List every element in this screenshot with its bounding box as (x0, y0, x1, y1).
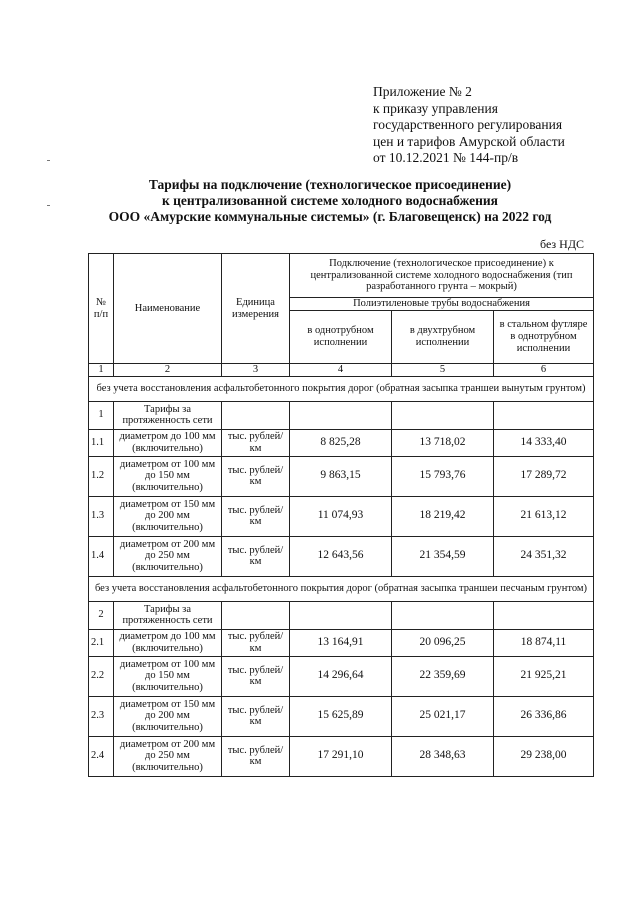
table-row (89, 456, 594, 496)
row-unit: тыс. рублей/км (222, 736, 290, 776)
section-caption: без учета восстановления асфальтобетонного покрытия дорог (обратная засыпка траншеи песчаным грунтом) (89, 576, 594, 601)
tariff-steel-case: 29 238,00 (494, 736, 594, 776)
table-row (89, 496, 594, 536)
row-number: 2.4 (89, 736, 114, 776)
tariff-double-pipe: 13 718,02 (392, 429, 494, 456)
vat-note: без НДС (540, 237, 585, 251)
row-unit: тыс. рублей/км (222, 456, 290, 496)
tariff-table (88, 253, 594, 777)
empty-cell (392, 601, 494, 629)
group-name: Тарифы за протяженность сети (114, 601, 222, 629)
header-group: Подключение (технологическое присоединение) к централизованной системе холодного водоснабжения (тип разработанного грунта – мокрый) (290, 254, 594, 298)
row-number: 1.3 (89, 496, 114, 536)
group-row (89, 601, 594, 629)
section-caption: без учета восстановления асфальтобетонного покрытия дорог (обратная засыпка траншеи вынутым грунтом) (89, 376, 594, 401)
tariff-double-pipe: 15 793,76 (392, 456, 494, 496)
empty-cell (494, 601, 594, 629)
header-num: № п/п (89, 254, 114, 364)
tariff-single-pipe: 17 291,10 (290, 736, 392, 776)
header-col6: в стальном футляре в однотрубном исполнении (494, 311, 594, 364)
tariff-double-pipe: 28 348,63 (392, 736, 494, 776)
tariff-single-pipe: 12 643,56 (290, 536, 392, 576)
column-number: 6 (494, 364, 594, 377)
table-row (89, 536, 594, 576)
row-name: диаметром от 200 мм до 250 мм (включительно) (114, 736, 222, 776)
empty-cell (222, 401, 290, 429)
tariff-single-pipe: 15 625,89 (290, 696, 392, 736)
group-row (89, 401, 594, 429)
appendix-order: к приказу управления (373, 100, 498, 116)
tariff-single-pipe: 9 863,15 (290, 456, 392, 496)
section-caption-row (89, 376, 594, 401)
header-unit: Единица измерения (222, 254, 290, 364)
table-row (89, 429, 594, 456)
tariff-double-pipe: 20 096,25 (392, 629, 494, 656)
row-number: 2.1 (89, 629, 114, 656)
tariff-single-pipe: 11 074,93 (290, 496, 392, 536)
row-name: диаметром до 100 мм (включительно) (114, 429, 222, 456)
tariff-steel-case: 26 336,86 (494, 696, 594, 736)
column-number: 1 (89, 364, 114, 377)
row-number: 2.3 (89, 696, 114, 736)
appendix-number: Приложение № 2 (373, 84, 472, 99)
row-number: 1.1 (89, 429, 114, 456)
tariff-steel-case: 21 613,12 (494, 496, 594, 536)
document-title (90, 177, 570, 225)
tariff-steel-case: 21 925,21 (494, 656, 594, 696)
tariff-single-pipe: 14 296,64 (290, 656, 392, 696)
row-name: диаметром от 150 мм до 200 мм (включительно) (114, 496, 222, 536)
empty-cell (290, 601, 392, 629)
row-number: 2.2 (89, 656, 114, 696)
header-col4: в однотрубном исполнении (290, 311, 392, 364)
row-name: диаметром до 100 мм (включительно) (114, 629, 222, 656)
scan-speck (47, 205, 50, 206)
row-unit: тыс. рублей/км (222, 429, 290, 456)
appendix-date: от 10.12.2021 № 144-пр/в (373, 150, 519, 166)
header-subgroup: Полиэтиленовые трубы водоснабжения (290, 298, 594, 311)
row-name: диаметром от 100 мм до 150 мм (включительно) (114, 456, 222, 496)
row-unit: тыс. рублей/км (222, 696, 290, 736)
table-row (89, 656, 594, 696)
tariff-double-pipe: 22 359,69 (392, 656, 494, 696)
tariff-steel-case: 24 351,32 (494, 536, 594, 576)
row-number: 1.4 (89, 536, 114, 576)
title-line-2: к централизованной системе холодного водоснабжения (162, 193, 498, 208)
empty-cell (494, 401, 594, 429)
title-line-1: Тарифы на подключение (технологическое присоединение) (148, 177, 512, 192)
tariff-single-pipe: 8 825,28 (290, 429, 392, 456)
table-row (89, 696, 594, 736)
column-number: 4 (290, 364, 392, 377)
group-number: 1 (89, 401, 114, 429)
empty-cell (290, 401, 392, 429)
row-unit: тыс. рублей/км (222, 629, 290, 656)
row-unit: тыс. рублей/км (222, 536, 290, 576)
column-number-row (89, 364, 594, 377)
appendix-region: цен и тарифов Амурской области (373, 133, 565, 149)
header-name: Наименование (114, 254, 222, 364)
appendix-authority: государственного регулирования (373, 117, 563, 133)
tariff-steel-case: 17 289,72 (494, 456, 594, 496)
scan-speck (47, 160, 50, 161)
section-caption-row (89, 576, 594, 601)
row-unit: тыс. рублей/км (222, 656, 290, 696)
row-name: диаметром от 150 мм до 200 мм (включительно) (114, 696, 222, 736)
empty-cell (222, 601, 290, 629)
tariff-steel-case: 14 333,40 (494, 429, 594, 456)
tariff-double-pipe: 18 219,42 (392, 496, 494, 536)
group-number: 2 (89, 601, 114, 629)
table-row (89, 629, 594, 656)
row-name: диаметром от 200 мм до 250 мм (включительно) (114, 536, 222, 576)
column-number: 3 (222, 364, 290, 377)
tariff-single-pipe: 13 164,91 (290, 629, 392, 656)
appendix-reference (373, 84, 623, 167)
row-number: 1.2 (89, 456, 114, 496)
group-name: Тарифы за протяженность сети (114, 401, 222, 429)
column-number: 2 (114, 364, 222, 377)
table-row (89, 736, 594, 776)
title-line-3: ООО «Амурские коммунальные системы» (г. Благовещенск) на 2022 год (108, 209, 552, 224)
row-name: диаметром от 100 мм до 150 мм (включительно) (114, 656, 222, 696)
row-unit: тыс. рублей/км (222, 496, 290, 536)
column-number: 5 (392, 364, 494, 377)
header-col5: в двухтрубном исполнении (392, 311, 494, 364)
tariff-steel-case: 18 874,11 (494, 629, 594, 656)
empty-cell (392, 401, 494, 429)
tariff-double-pipe: 21 354,59 (392, 536, 494, 576)
tariff-double-pipe: 25 021,17 (392, 696, 494, 736)
